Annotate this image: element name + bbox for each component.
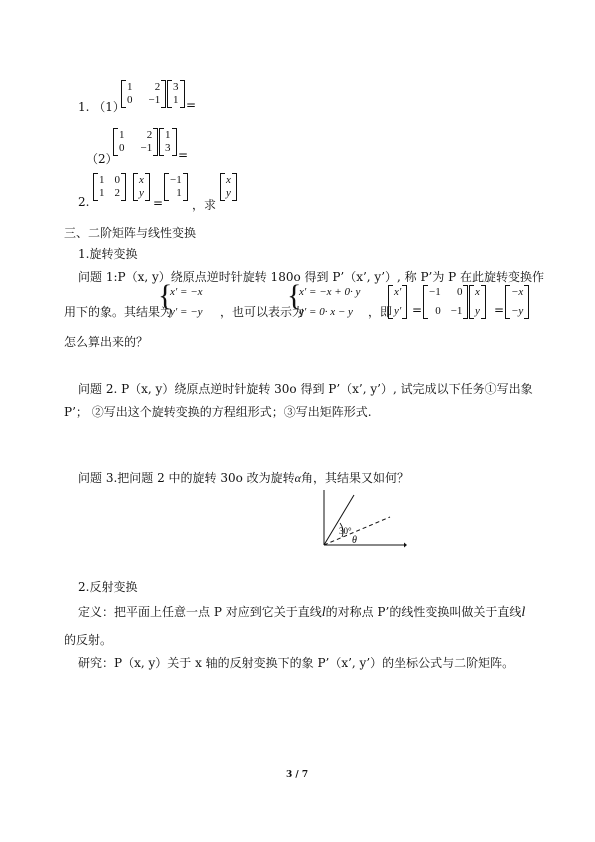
alpha-symbol: α: [294, 471, 301, 485]
q2-answer-vector: x y: [220, 173, 237, 201]
problem3-line: 问题 3.把问题 2 中的旋转 30o 改为旋转α角，其结果又如何？: [78, 471, 409, 485]
problem1-line3: 怎么算出来的？: [64, 335, 149, 349]
sub2-heading: 2.反射变换: [78, 580, 138, 594]
angle-30-label: 30°: [339, 526, 352, 536]
q2-matrix: 1 0 1 2: [93, 173, 126, 201]
q2-result-vector: −1 1: [164, 173, 188, 201]
problem2-line1: 问题 2. P（x, y）绕原点逆时针旋转 30o 得到 P’（x’, y’）, 试完成以下任务①写出象: [78, 382, 533, 396]
problem1-brace2: {: [287, 279, 302, 312]
problem1-equals2: =: [494, 303, 505, 317]
q2-vector: x y: [133, 173, 150, 201]
q2-ask: ，求: [192, 198, 217, 212]
rotated-ray: [324, 495, 354, 545]
problem1-line2c: ，即: [368, 305, 393, 319]
q1-equals: =: [186, 98, 197, 112]
q2-equals: =: [153, 196, 164, 210]
definition-line1: 定义：把平面上任意一点 P 对应到它关于直线l的对称点 P’的线性变换叫做关于直线l: [78, 605, 526, 620]
problem1-system1: x′ = −x y′ = −y: [170, 286, 203, 318]
rotation-angle-figure: [312, 490, 407, 555]
q1-vector: 3 1: [167, 80, 185, 108]
q1-matrix: 1 2 0 −1: [121, 80, 166, 108]
sub1-heading: 1.旋转变换: [78, 247, 138, 261]
q1b-equals: =: [178, 148, 189, 162]
study-line: 研究：P（x, y）关于 x 轴的反射变换下的象 P’（x’, y’）的坐标公式与二阶矩阵。: [78, 656, 515, 670]
problem2-line2: P’； ②写出这个旋转变换的方程组形式；③写出矩阵形式.: [64, 405, 372, 419]
problem1-vector-mid: x y: [469, 285, 486, 319]
page-number: 3 / 7: [286, 770, 309, 780]
q1b-label: （2）: [86, 152, 118, 166]
definition-line2: 的反射。: [64, 633, 113, 647]
problem1-vector-rhs: −x −y: [505, 285, 529, 319]
x-axis-arrow: [404, 543, 407, 548]
q1b-matrix: 1 2 0 −1: [113, 128, 158, 156]
q1b-vector: 1 3: [159, 128, 177, 156]
q2-label: 2.: [78, 195, 90, 209]
theta-label: θ: [352, 535, 357, 546]
problem1-vector-lhs: x′ y′: [388, 285, 407, 319]
problem1-matrix: −1 0 0 −1: [423, 285, 468, 319]
problem1-line2b: ，也可以表示为: [220, 305, 305, 319]
section3-heading: 三、二阶矩阵与线性变换: [64, 226, 197, 240]
initial-ray: [324, 517, 390, 545]
problem1-system2: x′ = −x + 0· y y′ = 0· x − y: [299, 286, 361, 318]
problem1-line1: 问题 1:P（x, y）绕原点逆时针旋转 180o 得到 P’（x’, y’）, 称 P’为 P 在此旋转变换作: [78, 270, 545, 284]
problem1-line2a: 用下的象。其结果为: [64, 305, 173, 319]
problem1-brace1: {: [158, 279, 173, 312]
problem1-equals1: =: [412, 303, 423, 317]
q1-label: 1. （1）: [78, 100, 125, 114]
